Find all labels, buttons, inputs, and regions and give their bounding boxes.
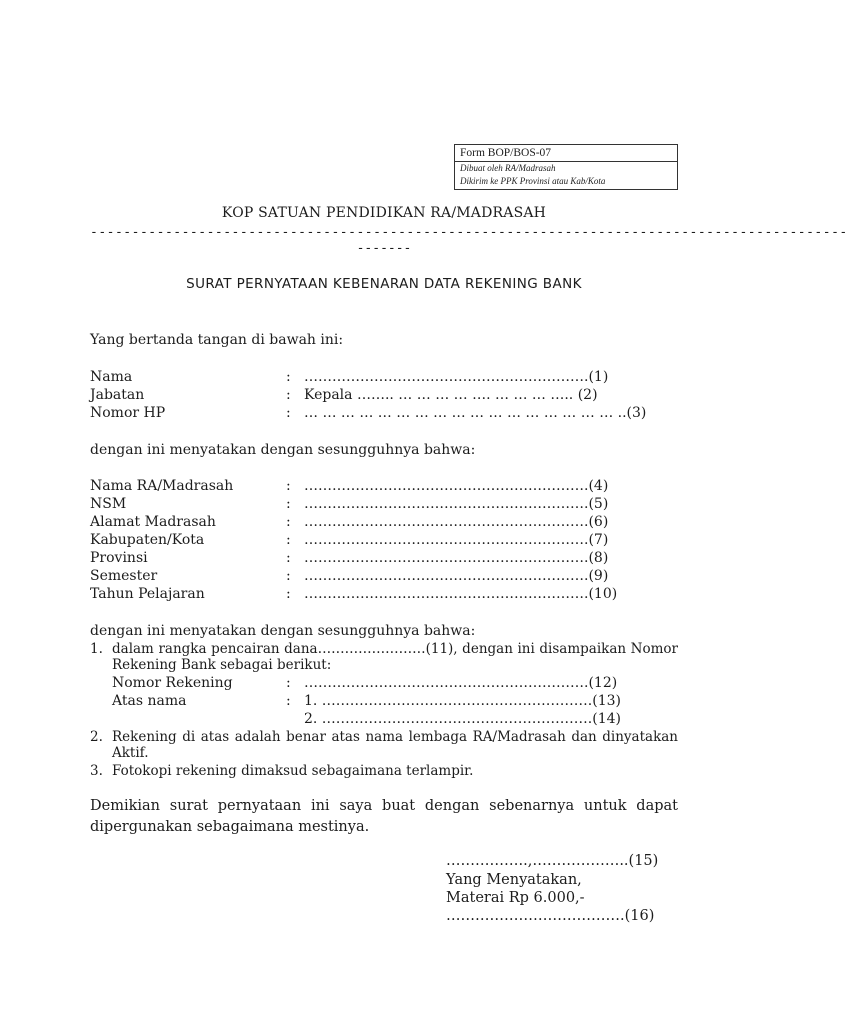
field-row-semester [90, 567, 680, 585]
field-row-nsm [90, 495, 680, 513]
form-code: Form BOP/BOS-07 [455, 145, 677, 162]
field-colon: : [286, 675, 291, 691]
field-label: Provinsi [90, 550, 148, 566]
field-label: Tahun Pelajaran [90, 586, 205, 602]
form-note-sent: Dikirim ke PPK Provinsi atau Kab/Kota [460, 176, 606, 186]
list-number: 1. [90, 641, 103, 657]
field-label: NSM [90, 496, 127, 512]
field-label: Nama RA/Madrasah [90, 478, 234, 494]
field-label: Kabupaten/Kota [90, 532, 205, 548]
letterhead-divider-continued: ------- [356, 241, 412, 256]
field-value: Kepala …….. … … … … …. … … … ….. (2) [304, 387, 598, 403]
field-label: Alamat Madrasah [90, 514, 216, 530]
field-row-nama [90, 368, 680, 386]
field-colon: : [286, 478, 291, 494]
field-row-atas-nama-2 [90, 710, 680, 728]
intro-text: Yang bertanda tangan di bawah ini: [90, 332, 344, 348]
field-label: Atas nama [112, 693, 187, 709]
field-colon: : [286, 387, 291, 403]
field-row-tahun-pelajaran [90, 585, 680, 603]
signature-place-date: ……………..,………………..(15) [446, 853, 659, 869]
field-label: Nomor Rekening [112, 675, 233, 691]
list-number: 2. [90, 729, 103, 745]
field-label: Jabatan [90, 387, 145, 403]
field-colon: : [286, 586, 291, 602]
field-row-alamat [90, 513, 680, 531]
field-value: …………………………………………………….(12) [304, 675, 618, 691]
list-number: 3. [90, 763, 103, 779]
field-label: Semester [90, 568, 158, 584]
field-value: … … … … … … … … … … … … … … … … … ..(3) [304, 405, 647, 421]
field-colon: : [286, 369, 291, 385]
signature-materai: Materai Rp 6.000,- [446, 890, 585, 906]
form-note-created: Dibuat oleh RA/Madrasah [460, 163, 556, 173]
list-item-1 [90, 641, 678, 675]
list-text: Fotokopi rekening dimaksud sebagaimana terlampir. [112, 763, 474, 779]
field-colon: : [286, 496, 291, 512]
field-row-provinsi [90, 549, 680, 567]
field-value: …………………………………………………….(5) [304, 496, 609, 512]
closing-paragraph: Demikian surat pernyataan ini saya buat dengan sebenarnya untuk dapat dipergunakan sebagaimana mestinya. [90, 798, 678, 835]
field-colon: : [286, 405, 291, 421]
list-item-2 [90, 729, 678, 761]
field-value: …………………………………………………….(9) [304, 568, 609, 584]
field-label: Nomor HP [90, 405, 166, 421]
list-text: Rekening di atas adalah benar atas nama lembaga RA/Madrasah dan dinyatakan Aktif. [112, 729, 678, 761]
field-value: 2. ………………………………………………….(14) [304, 711, 621, 727]
field-colon: : [286, 693, 291, 709]
list-item-3 [90, 763, 678, 779]
field-row-jabatan [90, 386, 680, 404]
field-row-kabupaten [90, 531, 680, 549]
form-code-box [454, 144, 678, 190]
field-colon: : [286, 532, 291, 548]
document-title: SURAT PERNYATAAN KEBENARAN DATA REKENING BANK [186, 276, 582, 292]
field-value: …………………………………………………….(6) [304, 514, 609, 530]
field-row-nama-madrasah [90, 477, 680, 495]
field-label: Nama [90, 369, 133, 385]
field-value: …………………………………………………….(7) [304, 532, 609, 548]
signature-label: Yang Menyatakan, [446, 872, 582, 888]
field-value: …………………………………………………….(4) [304, 478, 609, 494]
letterhead-divider: ------------------------------------------------------------------------------------------- [90, 225, 848, 240]
field-colon: : [286, 550, 291, 566]
field-row-nomor-rekening [90, 674, 680, 692]
field-value: …………………………………………………….(1) [304, 369, 609, 385]
signature-name: ……………………………….(16) [446, 908, 655, 924]
field-row-nomor-hp [90, 404, 680, 422]
field-value: …………………………………………………….(8) [304, 550, 609, 566]
field-colon: : [286, 514, 291, 530]
letterhead-placeholder: KOP SATUAN PENDIDIKAN RA/MADRASAH [221, 205, 547, 221]
statement-text: dengan ini menyatakan dengan sesungguhnya bahwa: [90, 442, 476, 458]
field-value: 1. ………………………………………………….(13) [304, 693, 621, 709]
statement-text: dengan ini menyatakan dengan sesungguhnya bahwa: [90, 623, 476, 639]
field-row-atas-nama [90, 692, 680, 710]
field-colon: : [286, 568, 291, 584]
list-text: dalam rangka pencairan dana……………………(11), dengan ini disampaikan Nomor Rekening Bank sebagai berikut: [112, 641, 678, 673]
field-value: …………………………………………………….(10) [304, 586, 618, 602]
